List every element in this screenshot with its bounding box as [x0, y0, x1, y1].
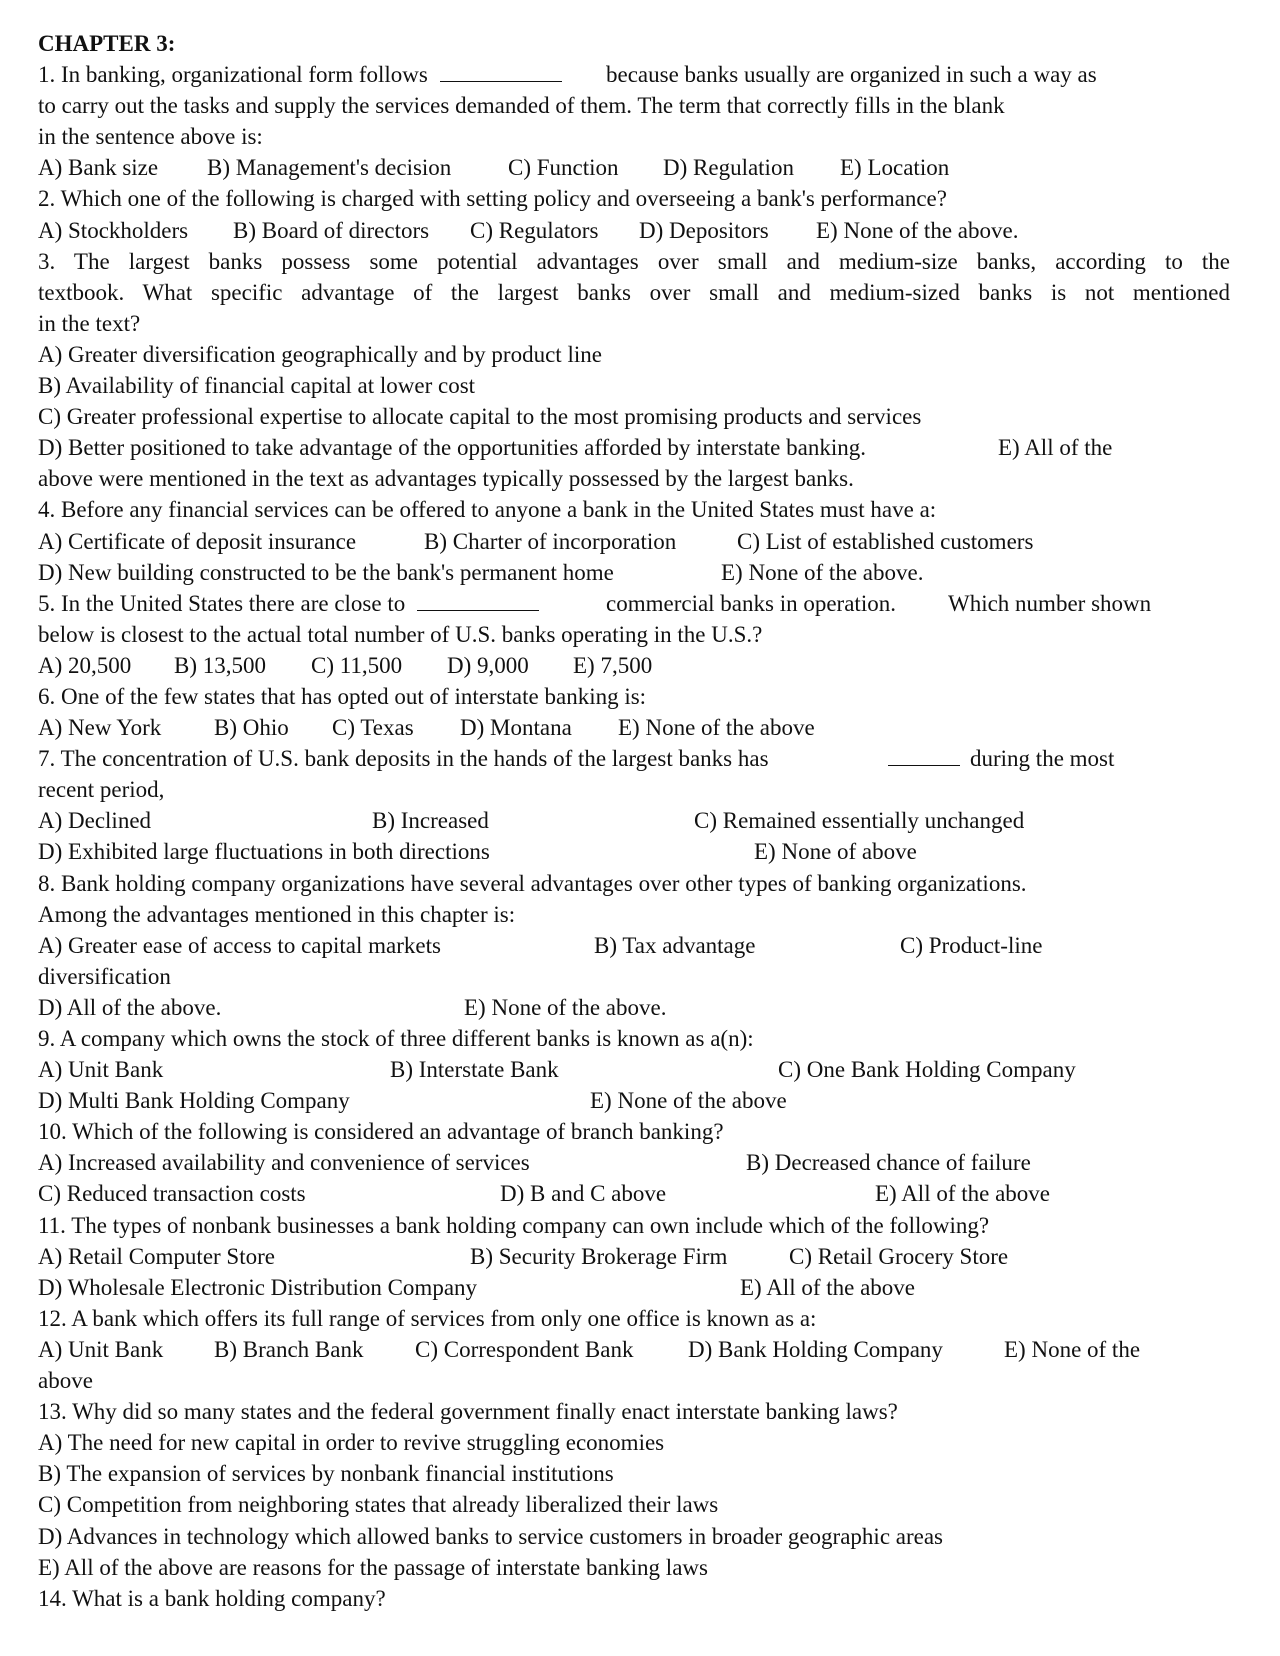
question-8-options-2 — [38, 992, 1238, 1023]
question-5-options — [38, 650, 1238, 681]
question-8-options-1 — [38, 930, 1238, 961]
q4-option-d: D) New building constructed to be the bank's permanent home — [38, 559, 614, 585]
question-3-line-1: 3. The largest banks possess some potential advantages over small and medium-size banks, according to the — [38, 248, 1230, 274]
q1-option-b: B) Management's decision — [207, 155, 452, 181]
chapter-title: CHAPTER 3: — [38, 31, 176, 56]
q6-option-b: B) Ohio — [214, 715, 289, 741]
q1-option-c: C) Function — [508, 155, 619, 181]
question-11: 11. The types of nonbank businesses a bank holding company can own include which of the following? — [38, 1212, 990, 1238]
q4-option-a: A) Certificate of deposit insurance — [38, 528, 357, 554]
question-4: 4. Before any financial services can be offered to anyone a bank in the United States must have a: — [38, 497, 937, 523]
q7-option-b: B) Increased — [372, 808, 489, 834]
q7-option-e: E) None of above — [754, 839, 917, 865]
q11-option-d: D) Wholesale Electronic Distribution Company — [38, 1274, 478, 1300]
document-page — [38, 28, 1238, 1614]
q4-option-e: E) None of the above. — [721, 559, 924, 585]
q9-option-e: E) None of the above — [590, 1088, 787, 1114]
q12-option-b: B) Branch Bank — [214, 1336, 364, 1362]
q7-text-after: during the most — [970, 746, 1115, 772]
question-10: 10. Which of the following is considered an advantage of branch banking? — [38, 1119, 724, 1145]
question-14: 14. What is a bank holding company? — [38, 1585, 386, 1611]
q7-text-before: 7. The concentration of U.S. bank deposits in the hands of the largest banks has — [38, 746, 769, 772]
q11-option-e: E) All of the above — [740, 1274, 916, 1300]
question-9: 9. A company which owns the stock of three different banks is known as a(n): — [38, 1026, 754, 1051]
q7-option-c: C) Remained essentially unchanged — [694, 808, 1025, 834]
q12-option-d: D) Bank Holding Company — [688, 1336, 943, 1362]
question-7-options-2 — [38, 836, 1238, 867]
q9-option-c: C) One Bank Holding Company — [778, 1057, 1076, 1083]
q13-option-d: D) Advances in technology which allowed banks to service customers in broader geographic areas — [38, 1523, 944, 1549]
question-12: 12. A bank which offers its full range of services from only one office is known as a: — [38, 1305, 817, 1331]
q10-option-c: C) Reduced transaction costs — [38, 1181, 306, 1207]
question-9-options-2 — [38, 1085, 1238, 1116]
q13-option-e: E) All of the above are reasons for the passage of interstate banking laws — [38, 1554, 708, 1580]
question-1-line-2: to carry out the tasks and supply the services demanded of them. The term that correctly fills in the blank — [38, 93, 1005, 119]
question-10-options-2 — [38, 1178, 1238, 1209]
q10-option-a: A) Increased availability and convenience of services — [38, 1150, 530, 1176]
q9-option-a: A) Unit Bank — [38, 1057, 164, 1083]
q8-option-b: B) Tax advantage — [594, 932, 756, 958]
q3-option-c: C) Greater professional expertise to allocate capital to the most promising products and services — [38, 404, 922, 430]
question-10-options-1 — [38, 1147, 1238, 1178]
q1-text-before: 1. In banking, organizational form follows — [38, 62, 428, 88]
q6-option-d: D) Montana — [460, 715, 572, 741]
q7-option-a: A) Declined — [38, 808, 152, 834]
q5-option-c: C) 11,500 — [311, 652, 403, 678]
q13-option-c: C) Competition from neighboring states that already liberalized their laws — [38, 1492, 719, 1518]
q5-option-a: A) 20,500 — [38, 652, 132, 678]
q12-option-e-cont: above — [38, 1368, 93, 1394]
question-1-line-3: in the sentence above is: — [38, 124, 263, 150]
question-7-line-1 — [38, 743, 1238, 774]
q3-option-e-cont: above were mentioned in the text as advantages typically possessed by the largest banks. — [38, 466, 854, 492]
q8-option-c-cont: diversification — [38, 963, 171, 989]
question-3-line-2: textbook. What specific advantage of the largest banks over small and medium-sized banks is not mentioned — [38, 279, 1230, 305]
q8-option-e: E) None of the above. — [464, 994, 667, 1020]
q13-option-a: A) The need for new capital in order to revive struggling economies — [38, 1430, 665, 1456]
q2-option-d: D) Depositors — [639, 217, 769, 243]
q3-option-d-row — [38, 432, 1238, 463]
question-6: 6. One of the few states that has opted out of interstate banking is: — [38, 683, 647, 709]
question-3-line-3: in the text? — [38, 310, 141, 336]
q6-option-e: E) None of the above — [618, 715, 815, 741]
question-5-line-2: below is closest to the actual total number of U.S. banks operating in the U.S.? — [38, 621, 763, 647]
question-8-line-2: Among the advantages mentioned in this chapter is: — [38, 901, 516, 927]
q6-option-c: C) Texas — [332, 715, 414, 741]
q5-blank — [417, 592, 539, 611]
q5-option-b: B) 13,500 — [174, 652, 266, 678]
q10-option-b: B) Decreased chance of failure — [746, 1150, 1031, 1176]
q5-text-before: 5. In the United States there are close to — [38, 590, 406, 616]
question-12-options — [38, 1334, 1238, 1365]
q8-option-a: A) Greater ease of access to capital markets — [38, 932, 441, 958]
q2-option-b: B) Board of directors — [233, 217, 430, 243]
question-6-options — [38, 712, 1238, 743]
q3-option-d: D) Better positioned to take advantage of the opportunities afforded by interstate banking. — [38, 435, 866, 461]
q6-option-a: A) New York — [38, 715, 162, 741]
q5-option-d: D) 9,000 — [447, 652, 529, 678]
question-11-options-1 — [38, 1241, 1238, 1272]
question-2: 2. Which one of the following is charged with setting policy and overseeing a bank's performance? — [38, 186, 947, 212]
q2-option-e: E) None of the above. — [816, 217, 1019, 243]
question-1-options — [38, 152, 1238, 183]
q10-option-e: E) All of the above — [875, 1181, 1051, 1207]
question-7-line-2: recent period, — [38, 777, 165, 803]
q12-option-e-start: E) None of the — [1004, 1336, 1141, 1362]
question-8-line-1: 8. Bank holding company organizations have several advantages over other types of banking organizations. — [38, 870, 1027, 896]
q8-option-c: C) Product-line — [900, 932, 1043, 958]
question-4-options-1 — [38, 526, 1238, 557]
q1-blank — [440, 63, 562, 82]
q2-option-c: C) Regulators — [470, 217, 599, 243]
q2-option-a: A) Stockholders — [38, 217, 189, 243]
question-11-options-2 — [38, 1272, 1238, 1303]
q9-option-b: B) Interstate Bank — [390, 1057, 559, 1083]
question-4-options-2 — [38, 557, 1238, 588]
q5-text-after: commercial banks in operation. — [606, 590, 896, 616]
question-2-options — [38, 215, 1238, 246]
q11-option-b: B) Security Brokerage Firm — [470, 1243, 728, 1269]
q5-option-e: E) 7,500 — [573, 652, 653, 678]
q7-blank — [888, 743, 960, 774]
q1-option-d: D) Regulation — [663, 155, 794, 181]
q11-option-a: A) Retail Computer Store — [38, 1243, 275, 1269]
q1-option-a: A) Bank size — [38, 155, 159, 181]
q4-option-b: B) Charter of incorporation — [424, 528, 677, 554]
q12-option-c: C) Correspondent Bank — [415, 1336, 634, 1362]
q11-option-c: C) Retail Grocery Store — [789, 1243, 1009, 1269]
q3-option-a: A) Greater diversification geographically and by product line — [38, 341, 602, 367]
q5-text-tail: Which number shown — [948, 590, 1152, 616]
q4-option-c: C) List of established customers — [737, 528, 1034, 554]
question-5-line-1 — [38, 588, 1238, 619]
q1-text-after: because banks usually are organized in such a way as — [606, 62, 1097, 88]
q3-option-b: B) Availability of financial capital at lower cost — [38, 373, 476, 399]
q3-option-e-start: E) All of the — [998, 435, 1113, 461]
q1-option-e: E) Location — [840, 155, 950, 181]
question-1-line-1 — [38, 59, 1238, 90]
q10-option-d: D) B and C above — [500, 1181, 667, 1207]
question-7-options-1 — [38, 805, 1238, 836]
q8-option-d: D) All of the above. — [38, 994, 222, 1020]
q7-option-d: D) Exhibited large fluctuations in both directions — [38, 839, 490, 865]
question-13: 13. Why did so many states and the federal government finally enact interstate banking laws? — [38, 1399, 898, 1425]
q12-option-a: A) Unit Bank — [38, 1336, 164, 1362]
q9-option-d: D) Multi Bank Holding Company — [38, 1088, 350, 1114]
question-9-options-1 — [38, 1054, 1238, 1085]
q13-option-b: B) The expansion of services by nonbank financial institutions — [38, 1461, 614, 1487]
